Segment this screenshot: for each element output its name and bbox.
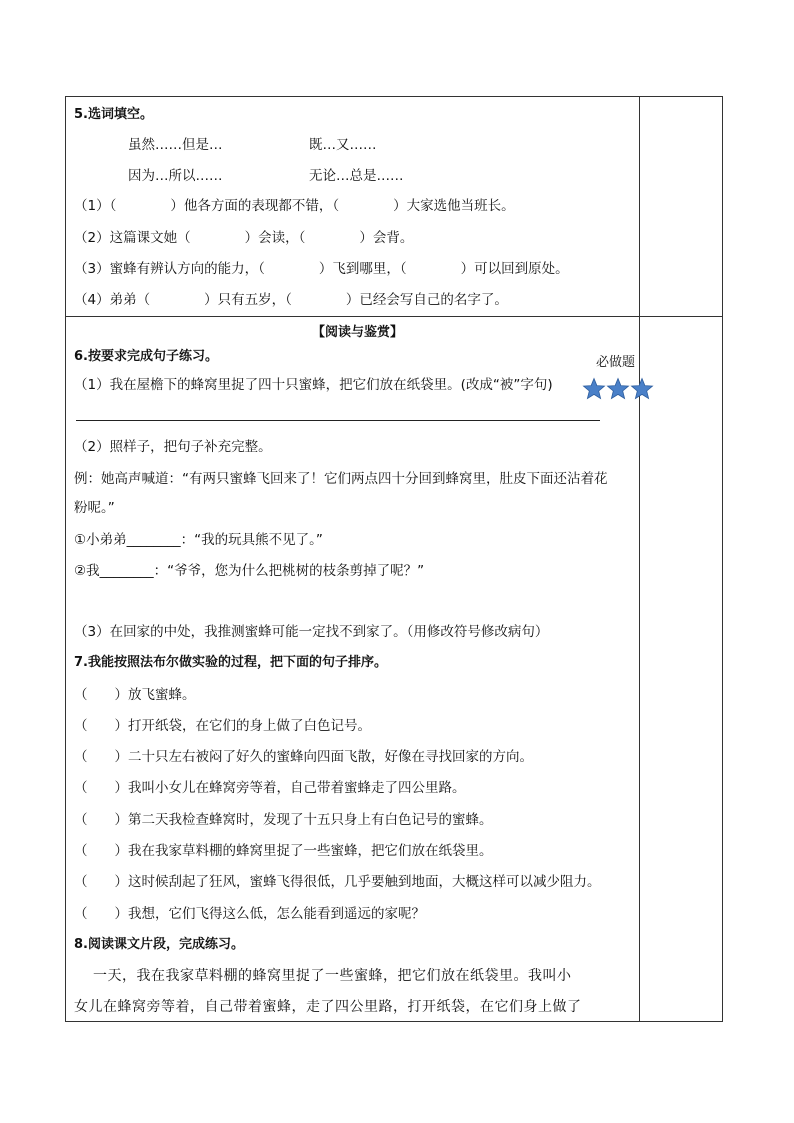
difficulty-label: 必做题 xyxy=(596,355,636,370)
q5-item-2: （2）这篇课文她（ ）会读，（ ）会背。 xyxy=(74,230,414,246)
exercise-table xyxy=(65,96,723,1022)
q5-title: 5.选词填空。 xyxy=(74,107,153,122)
q5-option-3: 因为…所以…… xyxy=(128,168,223,184)
q7-item-1: （ ）放飞蜜蜂。 xyxy=(74,687,196,703)
column-divider xyxy=(639,97,640,1021)
q8-title: 8.阅读课文片段，完成练习。 xyxy=(74,937,244,952)
q7-item-5: （ ）第二天我检查蜂窝时，发现了十五只身上有白色记号的蜜蜂。 xyxy=(74,812,493,828)
q5-option-1: 虽然……但是… xyxy=(128,137,223,153)
q6-fill1: ①小弟弟________：“我的玩具熊不见了。” xyxy=(74,532,323,548)
q6-title: 6.按要求完成句子练习。 xyxy=(74,349,218,364)
q5-item-1: （1）（ ）他各方面的表现都不错，（ ）大家选他当班长。 xyxy=(74,198,515,214)
q8-passage-line2: 女儿在蜂窝旁等着，自己带着蜜蜂，走了四公里路，打开纸袋，在它们身上做了 xyxy=(74,999,582,1015)
row-divider xyxy=(66,316,722,317)
star-icon xyxy=(630,377,654,401)
star-icon xyxy=(606,377,630,401)
q5-item-3: （3）蜜蜂有辨认方向的能力，（ ）飞到哪里，（ ）可以回到原处。 xyxy=(74,261,569,277)
difficulty-stars xyxy=(582,377,654,401)
q6-sub1: （1）我在屋檐下的蜂窝里捉了四十只蜜蜂，把它们放在纸袋里。(改成“被”字句) xyxy=(74,377,553,393)
q6-example-line1: 例：她高声喊道：“有两只蜜蜂飞回来了！它们两点四十分回到蜂窝里，肚皮下面还沾着花 xyxy=(74,471,608,487)
q6-example-line2: 粉呢。” xyxy=(74,500,115,516)
q5-option-4: 无论…总是…… xyxy=(309,168,404,184)
q5-item-4: （4）弟弟（ ）只有五岁，（ ）已经会写自己的名字了。 xyxy=(74,292,508,308)
q6-sub3: （3）在回家的中处，我推测蜜蜂可能一定找不到家了。（用修改符号修改病句） xyxy=(74,624,549,640)
q6-fill2: ②我________：“爷爷，您为什么把桃树的枝条剪掉了呢？” xyxy=(74,563,425,579)
star-icon xyxy=(582,377,606,401)
q8-passage-line1: 一天，我在我家草料棚的蜂窝里捉了一些蜜蜂，把它们放在纸袋里。我叫小 xyxy=(93,968,572,984)
q7-item-2: （ ）打开纸袋，在它们的身上做了白色记号。 xyxy=(74,718,371,734)
q7-item-4: （ ）我叫小女儿在蜂窝旁等着，自己带着蜜蜂走了四公里路。 xyxy=(74,780,466,796)
q7-item-6: （ ）我在我家草料棚的蜂窝里捉了一些蜜蜂，把它们放在纸袋里。 xyxy=(74,843,493,859)
q6-sub2: （2）照样子，把句子补充完整。 xyxy=(74,439,272,455)
q5-option-2: 既…又…… xyxy=(309,137,377,153)
answer-line xyxy=(76,420,600,421)
q7-item-7: （ ）这时候刮起了狂风，蜜蜂飞得很低，几乎要触到地面，大概这样可以减少阻力。 xyxy=(74,874,601,890)
q7-item-8: （ ）我想，它们飞得这么低，怎么能看到遥远的家呢？ xyxy=(74,906,425,922)
section-header: 【阅读与鉴赏】 xyxy=(312,325,404,340)
q7-item-3: （ ）二十只左右被闷了好久的蜜蜂向四面飞散，好像在寻找回家的方向。 xyxy=(74,749,533,765)
q7-title: 7.我能按照法布尔做实验的过程，把下面的句子排序。 xyxy=(74,655,387,670)
